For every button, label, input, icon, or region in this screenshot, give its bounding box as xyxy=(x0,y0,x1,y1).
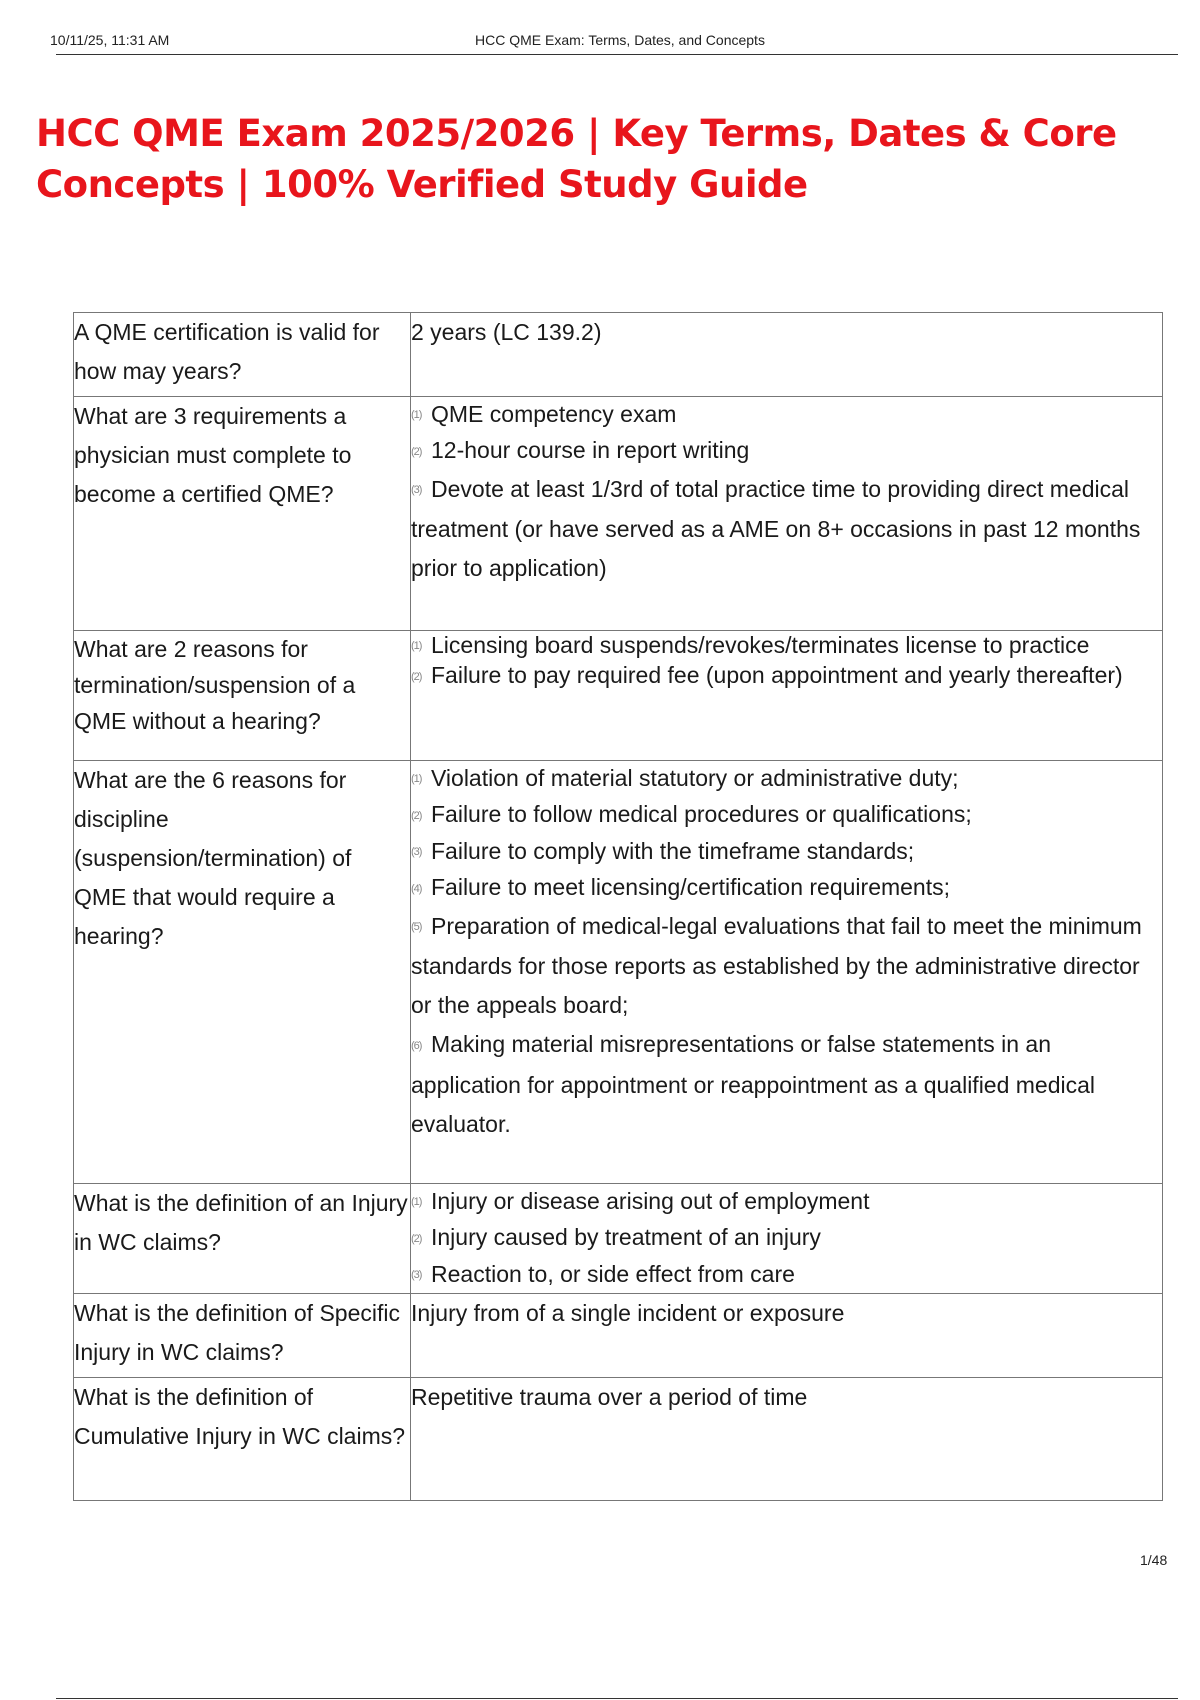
list-item xyxy=(411,1184,1162,1220)
item-number: (3) xyxy=(411,484,422,497)
item-text: 12-hour course in report writing xyxy=(431,437,750,464)
table-row xyxy=(74,1184,1163,1294)
question-cell: What are 2 reasons for termination/suspension of a QME without a hearing? xyxy=(74,631,411,761)
item-number: (1) xyxy=(411,409,422,422)
question-cell: What are 3 requirements a physician must complete to become a certified QME? xyxy=(74,397,411,631)
item-text: Injury caused by treatment of an injury xyxy=(431,1224,821,1251)
item-number: (1) xyxy=(411,1196,422,1209)
table-row xyxy=(74,1294,1163,1378)
answer-cell xyxy=(411,313,1163,397)
list-item xyxy=(411,1220,1162,1256)
item-number: (2) xyxy=(411,809,422,822)
item-text: Failure to pay required fee (upon appointment and yearly thereafter) xyxy=(431,662,1123,689)
table-row xyxy=(74,397,1163,631)
list-item xyxy=(411,797,1162,833)
page-title: HCC QME Exam 2025/2026 | Key Terms, Dates & Core Concepts | 100% Verified Study Guide xyxy=(36,112,1117,206)
list-item xyxy=(411,761,1162,797)
item-text: Injury or disease arising out of employment xyxy=(431,1188,870,1214)
print-datetime: 10/11/25, 11:31 AM xyxy=(50,32,170,48)
question-cell: What is the definition of an Injury in WC claims? xyxy=(74,1184,411,1294)
list-item xyxy=(411,433,1162,469)
item-number: (3) xyxy=(411,846,422,859)
item-text: Devote at least 1/3rd of total practice time to providing direct medical treatment (or have served as a AME on 8+ occasions in past 12 months prior to application) xyxy=(411,475,1141,582)
footer-divider xyxy=(56,1698,1178,1699)
question-cell: What are the 6 reasons for discipline (suspension/termination) of QME that would require a hearing? xyxy=(74,761,411,1184)
question-cell: What is the definition of Specific Injury in WC claims? xyxy=(74,1294,411,1378)
list-item xyxy=(411,870,1162,906)
item-text: Reaction to, or side effect from care xyxy=(431,1260,795,1287)
item-text: Failure to meet licensing/certification requirements; xyxy=(431,874,951,901)
answer-cell xyxy=(411,1184,1163,1294)
item-number: (2) xyxy=(411,445,422,458)
item-number: (3) xyxy=(411,1269,422,1282)
answer-cell xyxy=(411,1378,1163,1501)
list-item xyxy=(411,470,1162,588)
question-cell: A QME certification is valid for how may years? xyxy=(74,313,411,397)
table-row xyxy=(74,1378,1163,1501)
page-number: 1/48 xyxy=(1140,1552,1168,1568)
answer-cell xyxy=(411,1294,1163,1378)
answer-text: Injury from of a single incident or exposure xyxy=(411,1300,845,1327)
item-text: Making material misrepresentations or false statements in an application for appointment or reappointment as a qualified medical evaluator. xyxy=(411,1031,1096,1137)
answer-text: Repetitive trauma over a period of time xyxy=(411,1384,808,1411)
table-row xyxy=(74,761,1163,1184)
answer-cell xyxy=(411,631,1163,761)
list-item xyxy=(411,834,1162,870)
item-number: (1) xyxy=(411,640,422,653)
item-number: (4) xyxy=(411,882,422,895)
list-item xyxy=(411,661,1162,691)
table-row xyxy=(74,631,1163,761)
item-number: (2) xyxy=(411,670,422,683)
item-number: (6) xyxy=(411,1039,422,1052)
item-text: Violation of material statutory or administrative duty; xyxy=(431,765,959,791)
qa-table xyxy=(73,312,1163,1501)
question-cell: What is the definition of Cumulative Injury in WC claims? xyxy=(74,1378,411,1501)
item-text: Failure to follow medical procedures or qualifications; xyxy=(431,801,972,828)
item-number: (2) xyxy=(411,1232,422,1245)
header-divider xyxy=(56,54,1178,55)
list-item xyxy=(411,1025,1162,1143)
table-row xyxy=(74,313,1163,397)
answer-text: 2 years (LC 139.2) xyxy=(411,319,602,345)
print-doc-title: HCC QME Exam: Terms, Dates, and Concepts xyxy=(475,32,765,48)
list-item xyxy=(411,631,1162,661)
item-text: Licensing board suspends/revokes/terminates license to practice xyxy=(431,632,1090,658)
item-text: Preparation of medical-legal evaluations that fail to meet the minimum standards for those reports as established by the administrative director or the appeals board; xyxy=(411,912,1142,1019)
list-item xyxy=(411,397,1162,433)
item-number: (1) xyxy=(411,773,422,786)
item-text: Failure to comply with the timeframe standards; xyxy=(431,837,915,864)
item-text: QME competency exam xyxy=(431,401,677,427)
answer-cell xyxy=(411,397,1163,631)
list-item xyxy=(411,1257,1162,1293)
answer-cell xyxy=(411,761,1163,1184)
list-item xyxy=(411,907,1162,1025)
item-number: (5) xyxy=(411,921,422,934)
